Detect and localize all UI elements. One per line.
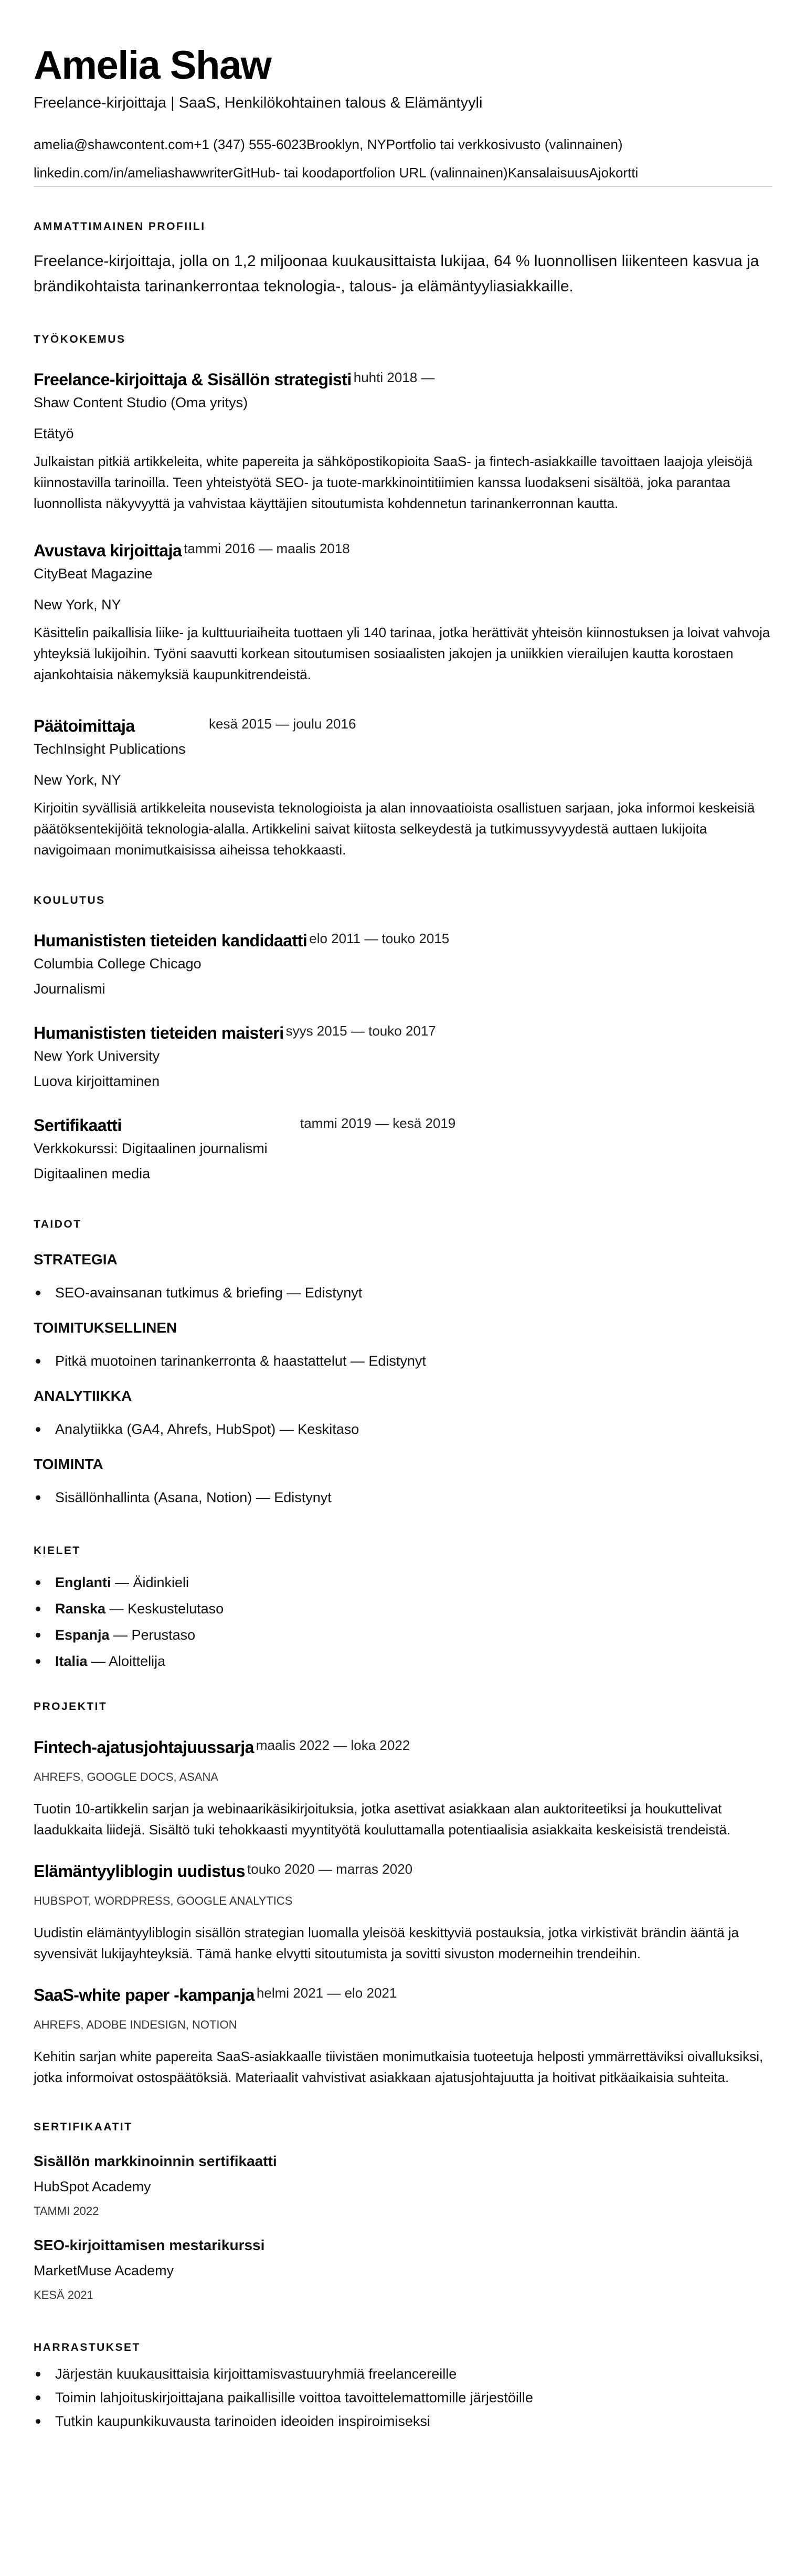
education-item (34, 1113, 772, 1185)
project-dates: maalis 2022 — loka 2022 (256, 1737, 410, 1753)
section-heading: HARRASTUKSET (34, 2341, 141, 2353)
project-tech: AHREFS, ADOBE INDESIGN, NOTION (34, 2018, 237, 2031)
hobby-list (34, 2363, 772, 2432)
skill-category: TOIMINTA (34, 1456, 103, 1472)
hobby-item: Tutkin kaupunkikuvausta tarinoiden ideoiden inspiroimiseksi (34, 2411, 772, 2432)
project-title: SaaS-white paper -kampanja (34, 1986, 254, 2004)
skill-list (34, 1350, 772, 1371)
hobby-item: Järjestän kuukausittaisia kirjoittamisvastuuryhmiä freelancereille (34, 2363, 772, 2384)
skill-item: Sisällönhallinta (Asana, Notion) — Edistynyt (34, 1487, 772, 1508)
skills-section (34, 1217, 772, 1508)
contact-linkedin[interactable]: linkedin.com/in/ameliashawwriter (34, 165, 234, 181)
school-name: Verkkokurssi: Digitaalinen journalismi (34, 1141, 268, 1156)
projects-section (34, 1699, 772, 2088)
certification-title: Sisällön markkinoinnin sertifikaatti (34, 2153, 277, 2169)
project-description: Kehitin sarjan white papereita SaaS-asiakkaalle tiivistäen monimutkaisia tuoteetuja helposti ymmärrettäviksi oivalluksiksi, jotka informoivat ostospäätöksiä. Materiaalit vahvistivat asiakkaan ajatusjohtajuutta ja hoitivat pitkäaikaisia suhteita. (34, 2049, 763, 2085)
skill-item: Pitkä muotoinen tarinankerronta & haastattelut — Edistynyt (34, 1350, 772, 1371)
section-heading: AMMATTIMAINEN PROFIILI (34, 220, 206, 233)
job-dates: huhti 2018 — (353, 369, 435, 385)
hobby-item: Toimin lahjoituskirjoittajana paikallisille voittoa tavoittelemattomille järjestöille (34, 2387, 772, 2408)
education-dates: elo 2011 — touko 2015 (309, 931, 450, 946)
section-heading: KIELET (34, 1545, 81, 1557)
field-of-study: Journalismi (34, 981, 105, 997)
project-dates: touko 2020 — marras 2020 (247, 1861, 413, 1877)
certification-item (34, 2152, 772, 2219)
project-title: Elämäntyyliblogin uudistus (34, 1862, 246, 1881)
education-section (34, 893, 772, 1185)
job-location: Etätyö (34, 426, 74, 441)
job-location: New York, NY (34, 597, 121, 613)
job-dates: kesä 2015 — joulu 2016 (209, 716, 356, 732)
job-title: Avustava kirjoittaja (34, 541, 182, 560)
skill-list (34, 1487, 772, 1508)
skill-category: STRATEGIA (34, 1251, 118, 1268)
project-description: Uudistin elämäntyyliblogin sisällön strategian luomalla yleisöä keskittyviä postauksia, jotka virkistivät brändin ääntä ja syvensivät lukijayhteyksiä. Tämä hanke elvytti sitoutumista ja sovitti sivuston moderneihin trendeihin. (34, 1925, 739, 1961)
school-name: Columbia College Chicago (34, 956, 202, 972)
profile-section (34, 219, 772, 299)
experience-item (34, 367, 772, 514)
job-description: Kirjoitin syvällisiä artikkeleita nousevista teknologioista ja alan innovaatioista osallistuen sarjaan, joka informoi keskeisiä päätöksentekijöitä teknologia-alalla. Artikkelini saivat kiitosta selkeydestä ja tutkimussyvyydestä auttaen lukijoita navigoimaan monimutkaisissa aiheissa tehokkaasti. (34, 800, 755, 858)
job-title: Päätoimittaja (34, 716, 135, 735)
certification-title: SEO-kirjoittamisen mestarikurssi (34, 2237, 265, 2253)
field-of-study: Digitaalinen media (34, 1166, 151, 1181)
education-dates: tammi 2019 — kesä 2019 (300, 1115, 456, 1131)
contact-github[interactable]: GitHub- tai koodaportfolion URL (valinnainen) (233, 165, 508, 181)
resume-header (34, 42, 772, 187)
job-description: Käsittelin paikallisia liike- ja kulttuuriaiheita tuottaen yli 140 tarinaa, jotka herättivät yhteisön kiinnostuksen ja loivat vahvoja yhteyksiä lukijoihin. Työni saavutti korkean sitoutumisen sosiaalisten jakojen ja uniikkien vierailujen kautta korostaen ajankohtaisia näkemyksiä kaupunkitrendeistä. (34, 625, 770, 682)
contact-portfolio[interactable]: Portfolio tai verkkosivusto (valinnainen) (386, 136, 623, 152)
contact-email[interactable]: amelia@shawcontent.com (34, 136, 194, 152)
contact-row-secondary (34, 162, 772, 187)
section-heading: SERTIFIKAATIT (34, 2121, 133, 2133)
degree-title: Humanististen tieteiden maisteri (34, 1023, 284, 1042)
skill-list (34, 1419, 772, 1440)
contact-location: Brooklyn, NY (306, 136, 386, 152)
project-title: Fintech-ajatusjohtajuussarja (34, 1738, 254, 1757)
language-name: Espanja (55, 1627, 110, 1643)
profile-summary: Freelance-kirjoittaja, jolla on 1,2 miljoonaa kuukausittaista lukijaa, 64 % luonnollisen liikenteen kasvua ja brändikohtaista tarinankerrontaa teknologia-, talous- ja elämäntyyliasiakkaille. (34, 252, 759, 295)
hobbies-section (34, 2340, 772, 2432)
certification-item (34, 2236, 772, 2303)
school-name: New York University (34, 1048, 160, 1064)
project-tech: HUBSPOT, WORDPRESS, GOOGLE ANALYTICS (34, 1894, 293, 1907)
skill-item: SEO-avainsanan tutkimus & briefing — Edistynyt (34, 1282, 772, 1303)
job-dates: tammi 2016 — maalis 2018 (184, 541, 350, 556)
project-item (34, 1735, 772, 1840)
certification-issuer: HubSpot Academy (34, 2179, 151, 2194)
skill-list (34, 1282, 772, 1303)
contact-citizenship: Kansalaisuus (507, 165, 589, 181)
contact-drivers-license: Ajokortti (589, 165, 639, 181)
section-heading: KOULUTUS (34, 894, 105, 906)
language-level: — Keskustelutaso (105, 1601, 224, 1617)
education-dates: syys 2015 — touko 2017 (285, 1023, 436, 1039)
project-description: Tuotin 10-artikkelin sarjan ja webinaarikäsikirjoituksia, jotka asettivat asiakkaan alan auktoriteetiksi ja houkuttelivat laadukkaita liidejä. Sisältö tuki tehokkaasti myyntityötä kouluttamalla potentiaalisia asiakkaita keskeisistä trendeistä. (34, 1801, 731, 1838)
job-company: TechInsight Publications (34, 741, 186, 757)
skill-category: ANALYTIIKKA (34, 1388, 132, 1404)
certifications-section (34, 2119, 772, 2303)
job-title: Freelance-kirjoittaja & Sisällön strategisti (34, 370, 352, 389)
section-heading: TAIDOT (34, 1218, 82, 1230)
section-heading: PROJEKTIT (34, 1701, 108, 1713)
job-location: New York, NY (34, 772, 121, 788)
language-level: — Aloittelija (87, 1653, 166, 1669)
language-level: — Perustaso (109, 1627, 196, 1643)
field-of-study: Luova kirjoittaminen (34, 1073, 160, 1089)
contact-row-primary (34, 134, 772, 155)
job-company: Shaw Content Studio (Oma yritys) (34, 395, 248, 410)
education-item (34, 928, 772, 1000)
job-description: Julkaistan pitkiä artikkeleita, white papereita ja sähköpostikopioita SaaS- ja fintech-asiakkaille tavoittaen laajoja yleisöjä kiinnostavilla tarinoilla. Teen yhteistyötä SEO- ja tuote-markkinointitiimien kanssa luodakseni sisältöä, joka parantaa luonnollista näkyvyyttä ja vahvistaa käyttäjien sitoutumista kohdennetun tarinankerronnan kautta. (34, 453, 753, 511)
language-item (34, 1651, 772, 1672)
contact-phone[interactable]: +1 (347) 555-6023 (194, 136, 306, 152)
project-tech: AHREFS, GOOGLE DOCS, ASANA (34, 1770, 219, 1783)
language-name: Englanti (55, 1575, 111, 1590)
candidate-name: Amelia Shaw (34, 43, 271, 88)
project-dates: helmi 2021 — elo 2021 (256, 1985, 397, 2001)
language-item (34, 1598, 772, 1619)
certification-date: KESÄ 2021 (34, 2288, 93, 2301)
candidate-headline: Freelance-kirjoittaja | SaaS, Henkilökohtainen talous & Elämäntyyli (34, 94, 483, 111)
language-item (34, 1624, 772, 1645)
project-item (34, 1982, 772, 2088)
experience-item (34, 538, 772, 685)
education-item (34, 1020, 772, 1093)
language-list (34, 1572, 772, 1672)
language-level: — Äidinkieli (111, 1575, 189, 1590)
project-item (34, 1859, 772, 1964)
language-name: Italia (55, 1653, 88, 1669)
language-name: Ranska (55, 1601, 106, 1617)
degree-title: Humanististen tieteiden kandidaatti (34, 931, 307, 950)
skill-item: Analytiikka (GA4, Ahrefs, HubSpot) — Keskitaso (34, 1419, 772, 1440)
languages-section (34, 1543, 772, 1672)
skill-category: TOIMITUKSELLINEN (34, 1319, 177, 1336)
experience-item (34, 713, 772, 860)
degree-title: Sertifikaatti (34, 1116, 122, 1135)
job-company: CityBeat Magazine (34, 566, 153, 582)
certification-date: TAMMI 2022 (34, 2204, 99, 2218)
section-heading: TYÖKOKEMUS (34, 333, 126, 345)
certification-issuer: MarketMuse Academy (34, 2263, 174, 2278)
language-item (34, 1572, 772, 1593)
experience-section (34, 332, 772, 860)
